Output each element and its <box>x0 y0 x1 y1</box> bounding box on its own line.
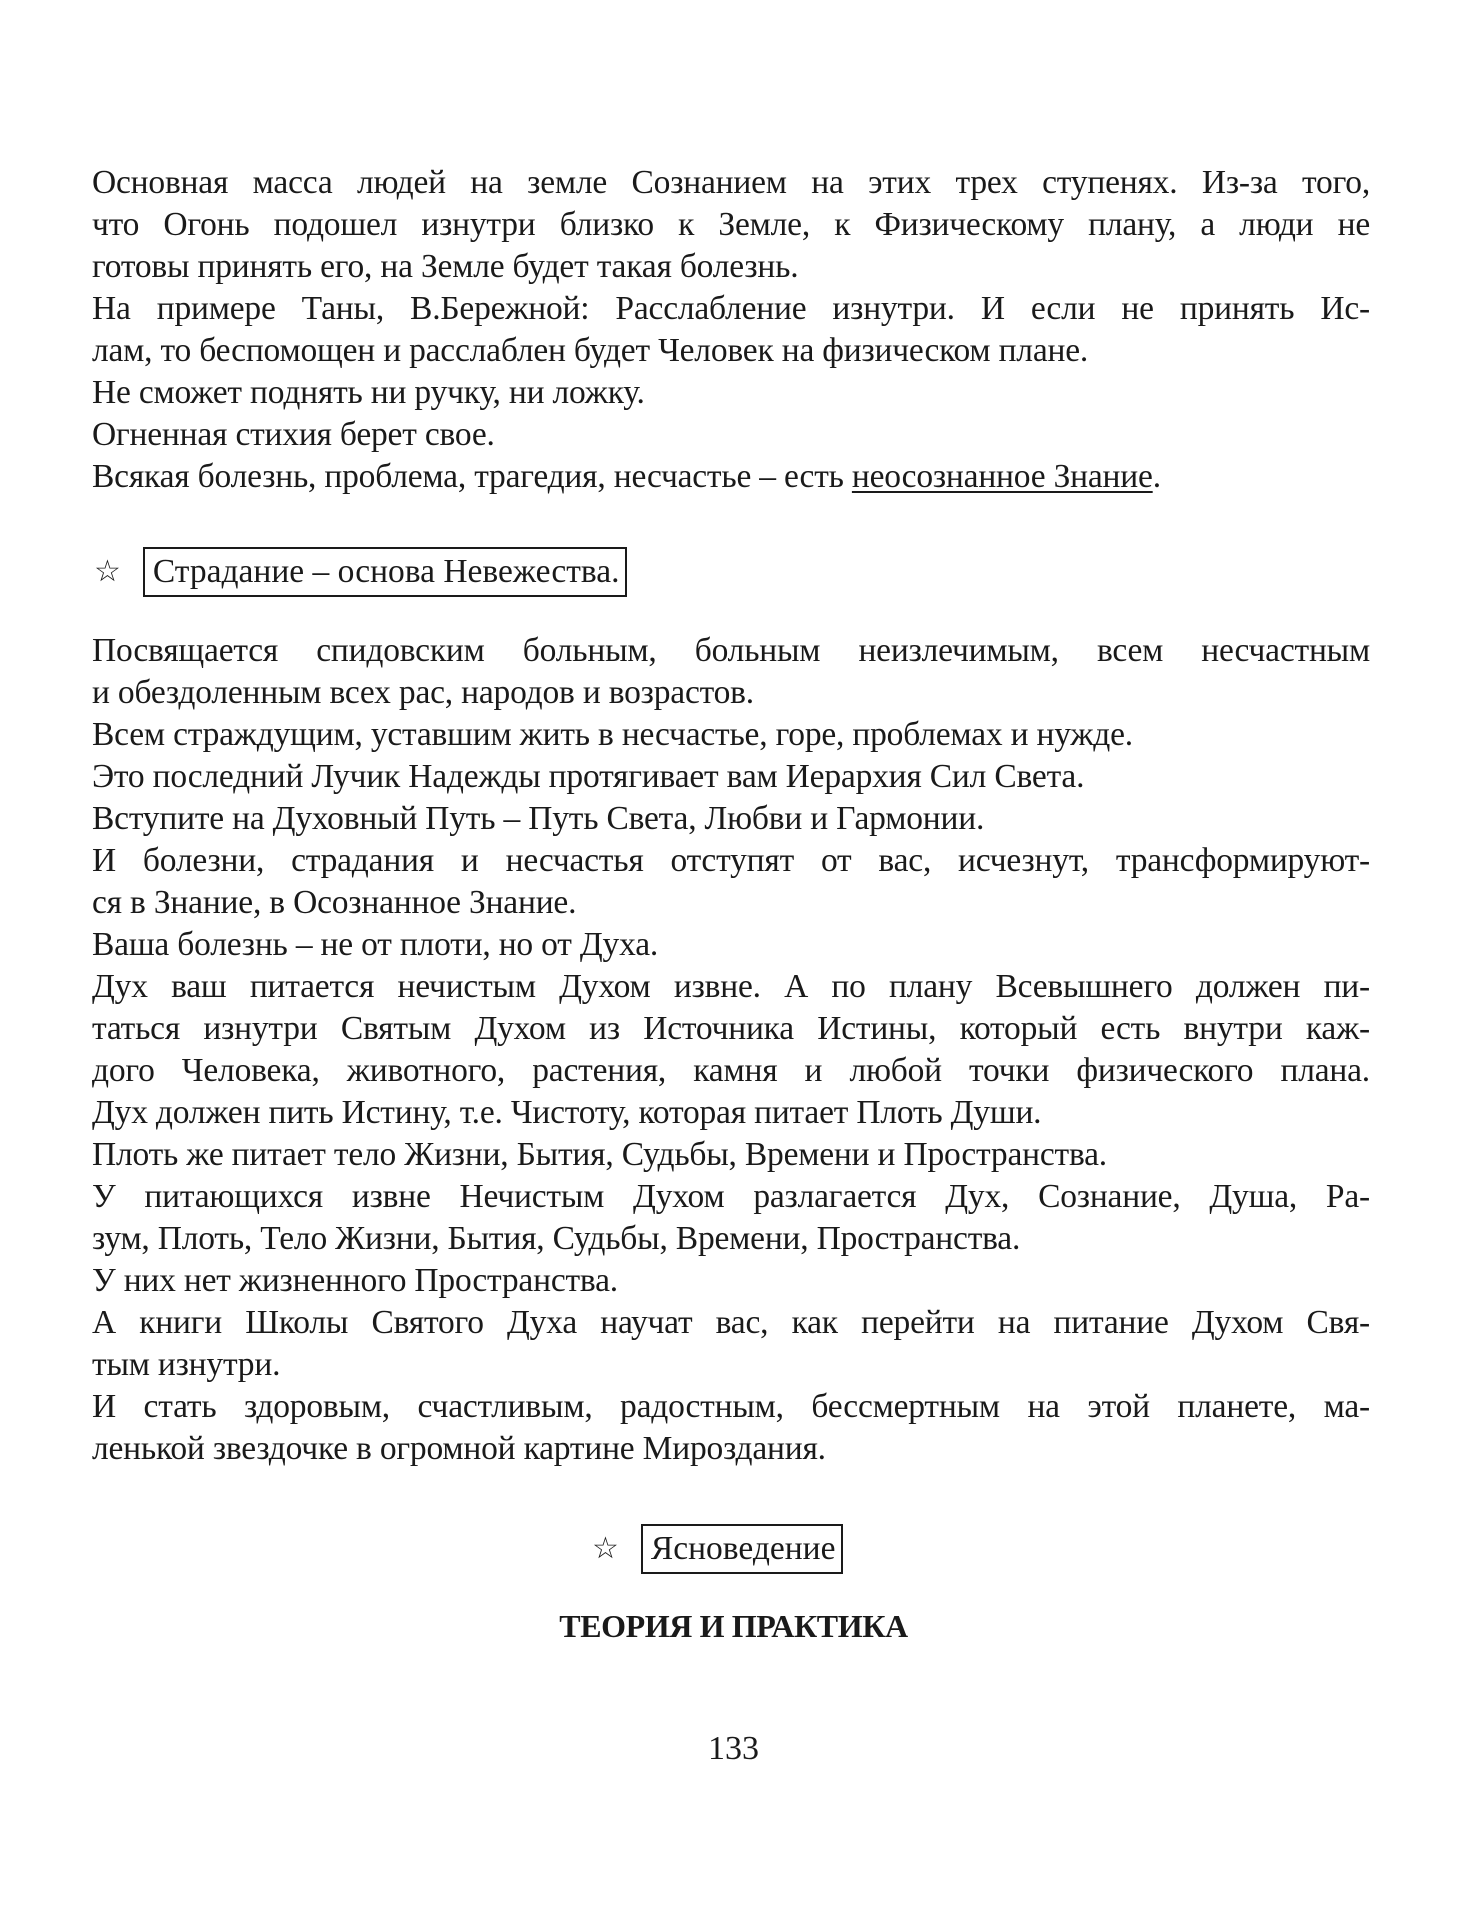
text-line: А книги Школы Святого Духа научат вас, как перейти на питание Духом Свя- <box>92 1304 1370 1341</box>
underlined-term: неосознанное Знание <box>851 458 1153 495</box>
paragraph-dedication <box>92 630 1370 1470</box>
heading-suffering <box>94 545 627 599</box>
text-line: Основная масса людей на земле Сознанием на этих трех ступенях. Из-за того, <box>92 164 1370 201</box>
text-line: готовы принять его, на Земле будет такая болезнь. <box>92 248 799 285</box>
text-line: Плоть же питает тело Жизни, Бытия, Судьбы, Времени и Пространства. <box>92 1136 1107 1173</box>
text-line: Огненная стихия берет свое. <box>92 416 495 453</box>
text-line: И болезни, страдания и несчастья отступят от вас, исчезнут, трансформируют- <box>92 842 1370 879</box>
text-line: У питающихся извне Нечистым Духом разлагается Дух, Сознание, Душа, Ра- <box>92 1178 1370 1215</box>
page-number: 133 <box>708 1730 759 1767</box>
text-line: Вступите на Духовный Путь – Путь Света, Любви и Гармонии. <box>92 800 985 837</box>
text-line: Не сможет поднять ни ручку, ни ложку. <box>92 374 645 411</box>
text-line: зум, Плоть, Тело Жизни, Бытия, Судьбы, Времени, Пространства. <box>92 1220 1021 1257</box>
text-line: Дух должен пить Истину, т.е. Чистоту, которая питает Плоть Души. <box>92 1094 1042 1131</box>
text-line: Дух ваш питается нечистым Духом извне. А по плану Всевышнего должен пи- <box>92 968 1370 1005</box>
text-line: таться изнутри Святым Духом из Источника Истины, который есть внутри каж- <box>92 1010 1370 1047</box>
star-icon: ☆ <box>94 554 121 589</box>
text-line: ся в Знание, в Осознанное Знание. <box>92 884 577 921</box>
text-line: тым изнутри. <box>92 1346 281 1383</box>
text-line: Всем страждущим, уставшим жить в несчастье, горе, проблемах и нужде. <box>92 716 1133 753</box>
text-line: дого Человека, животного, растения, камня и любой точки физического плана. <box>92 1052 1370 1089</box>
text-line: Ваша болезнь – не от плоти, но от Духа. <box>92 926 659 963</box>
text-segment: Всякая болезнь, проблема, трагедия, несчастье – есть <box>92 458 852 495</box>
text-line: лам, то беспомощен и расслаблен будет Человек на физическом плане. <box>92 332 1089 369</box>
text-line: Это последний Лучик Надежды протягивает вам Иерархия Сил Света. <box>92 758 1085 795</box>
text-segment: . <box>1152 458 1161 495</box>
text-line: что Огонь подошел изнутри близко к Земле, к Физическому плану, а люди не <box>92 206 1370 243</box>
text-line: На примере Таны, В.Бережной: Расслабление изнутри. И если не принять Ис- <box>92 290 1370 327</box>
text-line: и обездоленным всех рас, народов и возрастов. <box>92 674 754 711</box>
section-title: ТЕОРИЯ И ПРАКТИКА <box>559 1608 908 1644</box>
heading-clairvoyance <box>592 1522 843 1576</box>
text-line <box>92 456 1370 498</box>
boxed-heading: Ясноведение <box>641 1524 844 1574</box>
text-line: Посвящается спидовским больным, больным неизлечимым, всем несчастным <box>92 632 1370 669</box>
boxed-heading: Страдание – основа Невежества. <box>143 547 628 597</box>
star-icon: ☆ <box>592 1531 619 1566</box>
text-line: И стать здоровым, счастливым, радостным, бессмертным на этой планете, ма- <box>92 1388 1370 1425</box>
text-line: ленькой звездочке в огромной картине Мироздания. <box>92 1430 826 1467</box>
paragraph-illness <box>92 162 1370 498</box>
text-line: У них нет жизненного Пространства. <box>92 1262 618 1299</box>
